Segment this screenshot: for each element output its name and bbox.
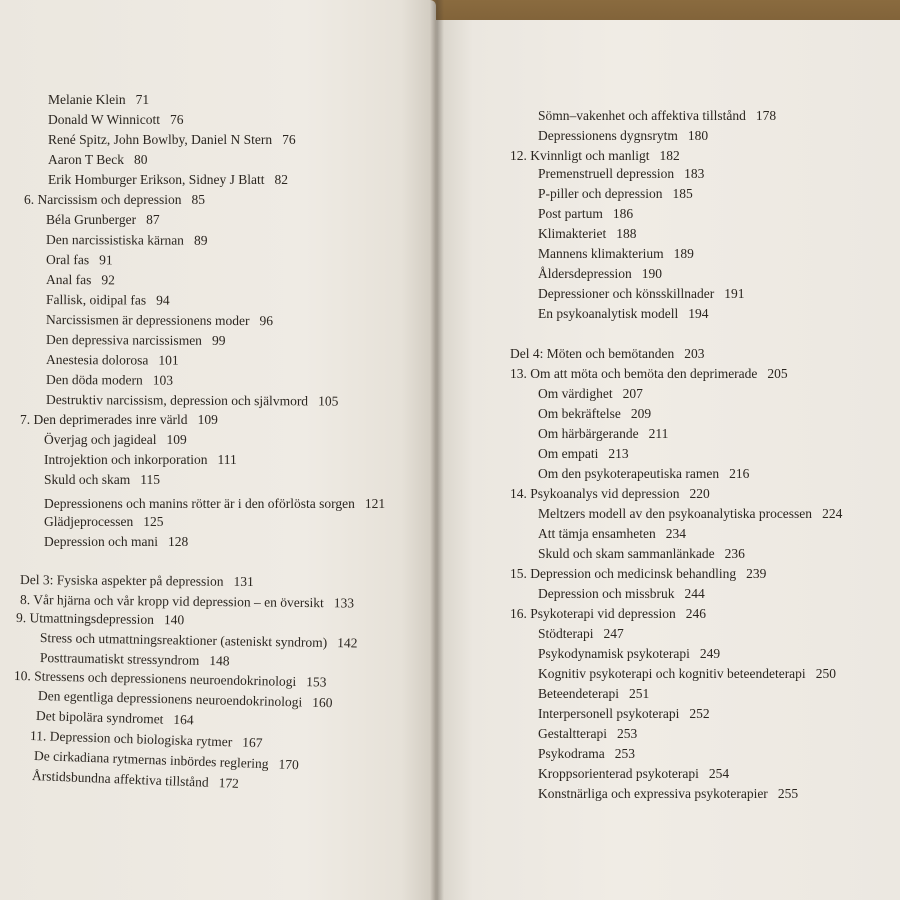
toc-entry-title: Del 3: Fysiska aspekter på depression [19,572,224,589]
toc-entry-title: 11. Depression och biologiska rytmer [29,728,233,750]
left-toc-entry [40,650,230,669]
toc-entry-title: 6. Narcissism och depression [24,192,182,207]
toc-entry-title: Psykodynamisk psykoterapi [538,646,690,661]
right-toc-entry [538,446,629,462]
toc-entry-page-number: 170 [278,756,300,773]
left-toc-entry [44,432,187,448]
toc-entry-page-number: 160 [312,694,333,711]
toc-entry-page-number: 71 [135,92,150,107]
toc-entry-page-number: 211 [648,426,669,441]
right-toc-entry [538,166,704,182]
toc-entry-title: Den egentliga depressionens neuroendokrinologi [37,688,303,710]
toc-entry-page-number: 203 [684,346,705,361]
left-toc-entry [48,132,296,148]
right-toc-entry [538,426,668,442]
toc-entry-page-number: 246 [685,606,706,621]
right-toc-entry [538,686,649,702]
toc-entry-page-number: 254 [708,766,730,781]
left-toc-entry [46,292,170,309]
left-toc-entry [48,92,149,108]
toc-entry-title: 7. Den deprimerades inre värld [20,412,188,427]
toc-entry-title: Konstnärliga och expressiva psykoterapier [538,786,768,801]
toc-entry-title: 15. Depression och medicinsk behandling [510,566,737,581]
toc-entry-page-number: 194 [688,306,709,321]
right-toc-entry [538,646,720,662]
left-toc-entry [44,496,385,512]
toc-entry-page-number: 140 [163,612,185,628]
toc-entry-title: Om bekräftelse [538,406,621,421]
right-toc-entry [510,366,788,382]
toc-entry-title: 10. Stressens och depressionens neuroendokrinologi [13,668,297,689]
right-toc-entry [538,386,643,402]
toc-entry-page-number: 253 [614,746,635,761]
toc-entry-page-number: 220 [689,486,710,501]
toc-entry-page-number: 91 [99,252,113,268]
toc-entry-page-number: 244 [684,586,705,601]
right-toc-entry [538,466,749,482]
toc-entry-title: Det bipolära syndromet [35,708,164,727]
toc-entry-title: Introjektion och inkorporation [44,452,208,467]
right-toc-entry [538,226,636,242]
toc-entry-page-number: 94 [156,292,170,308]
toc-entry-title: Överjag och jagideal [44,432,157,447]
right-toc-entry [510,148,680,164]
toc-entry-page-number: 191 [724,286,745,301]
right-toc-entry [538,766,729,782]
left-toc-entry [46,392,338,410]
left-toc-entry [46,312,273,329]
toc-entry-title: Stödterapi [538,626,594,641]
right-toc-entry [538,726,637,742]
toc-entry-page-number: 76 [282,132,296,147]
toc-entry-page-number: 180 [687,128,709,143]
toc-entry-page-number: 236 [724,546,745,561]
toc-entry-page-number: 85 [191,192,205,207]
toc-entry-title: Om härbärgerande [538,426,639,441]
toc-entry-title: 13. Om att möta och bemöta den deprimerade [510,366,758,381]
toc-entry-page-number: 251 [628,686,650,701]
toc-entry-title: Anestesia dolorosa [45,352,149,368]
right-toc-entry [510,346,704,362]
toc-entry-page-number: 224 [822,506,843,521]
left-toc-entry [44,514,163,530]
left-toc-entry [44,534,188,550]
right-toc-entry [538,406,651,422]
toc-entry-title: Fallisk, oidipal fas [45,292,147,308]
toc-entry-page-number: 125 [143,514,164,529]
right-toc-entry [538,186,693,202]
right-toc-entry [538,746,635,762]
toc-entry-title: Depressionens dygnsrytm [538,128,678,143]
right-toc-entry [538,108,776,124]
toc-entry-title: Sömn–vakenhet och affektiva tillstånd [538,108,746,123]
right-toc-entry [510,566,766,582]
toc-entry-page-number: 186 [612,206,634,221]
toc-entry-title: Oral fas [45,252,90,268]
toc-entry-title: Del 4: Möten och bemötanden [510,346,675,361]
toc-entry-page-number: 76 [169,112,184,127]
left-toc-entry [46,332,226,349]
toc-entry-page-number: 209 [630,406,652,421]
toc-entry-page-number: 185 [672,186,693,201]
toc-entry-page-number: 131 [233,573,254,590]
toc-entry-page-number: 255 [777,786,799,801]
toc-entry-page-number: 99 [211,332,226,348]
toc-entry-title: Destruktiv narcissism, depression och självmord [45,392,309,409]
toc-entry-title: Den narcissistiska kärnan [45,232,185,248]
toc-entry-title: Donald W Winnicott [48,112,160,127]
left-toc-entry [48,112,183,128]
right-toc-entry [538,128,708,144]
right-toc-entry [538,506,842,522]
toc-entry-page-number: 253 [616,726,638,741]
toc-entry-title: Psykodrama [538,746,605,761]
toc-entry-page-number: 133 [333,595,355,611]
toc-entry-page-number: 111 [217,452,237,467]
toc-entry-page-number: 190 [641,266,662,281]
toc-entry-title: Den döda modern [45,372,143,388]
toc-entry-page-number: 96 [259,313,274,329]
toc-entry-page-number: 205 [767,366,788,381]
toc-entry-page-number: 167 [242,734,263,751]
toc-entry-page-number: 213 [608,446,629,461]
toc-entry-title: Meltzers modell av den psykoanalytiska processen [538,506,813,521]
toc-entry-page-number: 216 [729,466,750,481]
left-toc-entry [46,252,113,268]
toc-entry-page-number: 80 [133,152,148,167]
toc-entry-page-number: 142 [337,635,358,651]
toc-entry-title: Melanie Klein [48,92,126,107]
toc-entry-page-number: 172 [218,775,240,791]
toc-entry-title: René Spitz, John Bowlby, Daniel N Stern [48,132,273,147]
right-toc-entry [510,606,706,622]
toc-entry-title: Att tämja ensamheten [538,526,656,541]
toc-entry-page-number: 188 [616,226,637,241]
toc-entry-title: Anal fas [45,272,92,288]
right-toc-entry [538,706,710,722]
toc-entry-title: En psykoanalytisk modell [538,306,679,321]
left-toc-entry [46,232,208,249]
toc-entry-page-number: 239 [746,566,767,581]
right-toc-entry [538,526,686,542]
right-toc-entry [538,586,705,602]
toc-entry-page-number: 115 [140,472,160,487]
toc-entry-title: Depressionens och manins rötter är i den oförlösta sorgen [44,496,355,511]
toc-entry-title: 12. Kvinnligt och manligt [510,148,650,163]
toc-entry-title: Premenstruell depression [538,166,675,181]
toc-entry-title: De cirkadiana rytmernas inbördes reglering [33,748,269,772]
left-toc-entry [20,412,218,428]
toc-entry-title: Aaron T Beck [48,152,124,167]
toc-entry-title: P-piller och depression [538,186,663,201]
left-toc-entry [46,352,179,369]
toc-entry-title: Om värdighet [538,386,613,401]
toc-entry-page-number: 92 [101,272,115,288]
toc-entry-title: Åldersdepression [538,266,632,281]
toc-entry-page-number: 121 [364,496,386,511]
right-toc-entry [538,286,744,302]
toc-entry-title: Depressioner och könsskillnader [538,286,715,301]
toc-entry-page-number: 250 [815,666,836,681]
toc-entry-page-number: 87 [146,212,160,227]
toc-entry-title: Kroppsorienterad psykoterapi [538,766,699,781]
toc-entry-title: Skuld och skam sammanlänkade [538,546,715,561]
left-toc-entry [44,472,160,488]
toc-entry-title: Glädjeprocessen [44,514,134,529]
left-toc-entry [16,610,184,628]
right-toc-entry [510,486,710,502]
toc-entry-page-number: 103 [152,372,174,388]
toc-entry-title: Skuld och skam [44,472,131,487]
toc-entry-page-number: 252 [689,706,710,721]
right-toc-entry [538,206,633,222]
toc-entry-title: Narcissismen är depressionens moder [45,312,250,329]
toc-entry-title: 8. Vår hjärna och vår kropp vid depression – en översikt [19,592,324,611]
toc-entry-title: Om den psykoterapeutiska ramen [538,466,720,481]
toc-entry-page-number: 109 [166,432,187,447]
toc-entry-page-number: 164 [173,711,194,728]
toc-entry-title: 14. Psykoanalys vid depression [510,486,680,501]
toc-entry-title: Beteendeterapi [538,686,619,701]
toc-entry-page-number: 189 [673,246,694,261]
toc-entry-page-number: 105 [318,393,339,409]
left-toc-entry [20,572,254,590]
toc-entry-page-number: 82 [274,172,288,187]
toc-entry-page-number: 153 [306,674,327,690]
toc-entry-title: Kognitiv psykoterapi och kognitiv beteendeterapi [538,666,806,681]
right-toc-entry [538,266,662,282]
left-toc-entry [46,212,160,228]
toc-entry-page-number: 148 [209,652,230,669]
toc-entry-page-number: 89 [193,232,208,248]
left-toc-entry [48,152,147,168]
book-gutter [430,0,444,900]
toc-entry-page-number: 247 [603,626,624,641]
right-toc-entry [538,246,694,262]
right-toc-entry [538,786,798,802]
toc-entry-title: Depression och mani [44,534,158,549]
left-toc-entry [44,452,237,468]
toc-entry-title: Posttraumatiskt stressyndrom [39,650,200,668]
toc-entry-title: Klimakteriet [538,226,607,241]
toc-entry-title: Gestaltterapi [538,726,607,741]
toc-entry-page-number: 234 [665,526,686,541]
left-toc-entry [24,192,205,208]
toc-entry-title: Depression och missbruk [538,586,675,601]
toc-entry-page-number: 101 [158,352,179,368]
right-toc-entry [538,306,708,322]
right-toc-entry [538,546,745,562]
toc-entry-title: Om empati [538,446,599,461]
toc-entry-title: 16. Psykoterapi vid depression [510,606,676,621]
left-toc-entry [46,272,115,288]
toc-entry-page-number: 178 [755,108,777,123]
toc-entry-page-number: 128 [167,534,189,549]
toc-entry-title: 9. Utmattningsdepression [15,610,155,627]
toc-entry-page-number: 182 [659,148,680,163]
toc-entry-page-number: 109 [197,412,218,427]
toc-entry-page-number: 183 [684,166,705,181]
toc-entry-title: Den depressiva narcissismen [45,332,203,348]
toc-entry-title: Årstidsbundna affektiva tillstånd [31,768,209,790]
toc-entry-title: Erik Homburger Erikson, Sidney J Blatt [48,172,265,187]
right-toc-entry [538,626,624,642]
toc-entry-title: Béla Grunberger [46,212,137,227]
toc-entry-title: Interpersonell psykoterapi [538,706,680,721]
left-toc-entry [46,372,173,389]
toc-entry-title: Mannens klimakterium [538,246,664,261]
left-toc-entry [48,172,288,188]
toc-entry-title: Post partum [538,206,603,221]
toc-entry-page-number: 249 [699,646,721,661]
toc-entry-title: Stress och utmattningsreaktioner (asteniskt syndrom) [39,630,328,651]
toc-entry-page-number: 207 [622,386,643,401]
right-toc-entry [538,666,836,682]
